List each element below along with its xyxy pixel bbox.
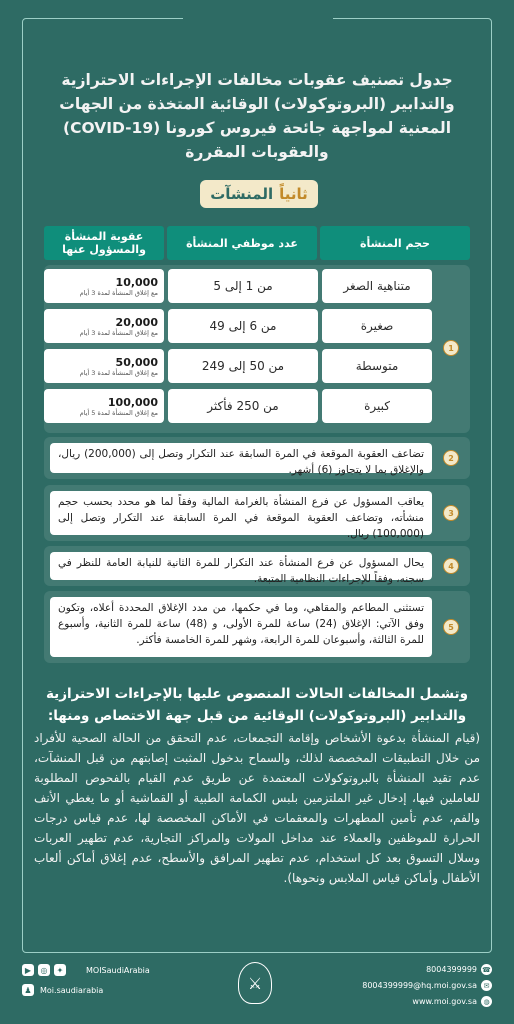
header-employees: عدد موظفي المنشأة	[167, 226, 317, 260]
table-row	[44, 269, 432, 303]
snapchat-icon-wrap	[22, 984, 34, 996]
cell-size: متناهية الصغر	[322, 269, 432, 303]
ministry-emblem-icon: ⚔	[238, 962, 272, 1004]
section-badge	[200, 180, 318, 208]
social-icons	[22, 964, 66, 976]
table-row	[44, 389, 432, 423]
snapchat-icon[interactable]: ♟	[22, 984, 34, 996]
cell-employees: من 250 فأكثر	[168, 389, 318, 423]
cell-size: متوسطة	[322, 349, 432, 383]
website-url[interactable]: www.moi.gov.sa	[412, 997, 477, 1006]
cell-employees: من 6 إلى 49	[168, 309, 318, 343]
fine-note: مع إغلاق المنشأة لمدة 5 أيام	[79, 408, 158, 417]
rule-text: تستثنى المطاعم والمقاهي، وما في حكمها، من مدد الإغلاق المحددة أعلاه، وتكون وفق الآتي: الإغلاق (24) ساعة للمرة الأولى، و (48) ساعة للمرة الثانية، وأسبوع للمرة الثالثة، وأسبوعان للمرة الرابعة، وشهر للمرة الخامسة فأكثر.	[50, 597, 432, 657]
fine-amount: 100,000	[107, 395, 158, 409]
section-label: المنشآت	[210, 185, 274, 203]
violations-body: (قيام المنشأة بدعوة الأشخاص وإقامة التجمعات، عدم التحقق من الحالة الصحية للأفراد من خلال التطبيقات المخصصة لذلك، والسماح بدخول المثبت إصابتهم من قبل المنشآت، عدم تقيد المنشأة بالبروتوكولات المعتمدة عن طريق عدم القيام بالفحوص المطلوبة للعاملين فيها، إدخال غير الملتزمين بلبس الكمامة الطبية أو القماشية أو ما يغطي الأنف والفم، عدم تأمين المطهرات والمعقمات في الأماكن المخصصة لها، عدم قياس درجات الحرارة للموظفين والعملاء عند مداخل المولات والمراكز التجارية، عدم تطهير العربات وسلال التسوق بعد كل استخدام، عدم تطهير المرافق والأسطح، عدم إغلاق أماكن ألعاب الأطفال وأماكن قياس الملابس ونحوها).	[34, 731, 480, 885]
web-line	[412, 996, 492, 1007]
footer	[0, 958, 514, 1024]
rule-box	[44, 546, 470, 586]
page-title: جدول تصنيف عقوبات مخالفات الإجراءات الاحترازية والتدابير (البروتوكولات) الوقائية المتخذة من الجهات المعنية لمواجهة جائحة فيروس كورونا (COVID-19) والعقوبات المقررة	[59, 71, 455, 161]
phone-number[interactable]: 8004399999	[426, 965, 477, 974]
section-prefix: ثانياً	[279, 185, 308, 203]
cell-size: صغيرة	[322, 309, 432, 343]
fine-note: مع إغلاق المنشأة لمدة 3 أيام	[79, 368, 158, 377]
email-line	[362, 980, 492, 991]
rule-number: 4	[443, 558, 459, 574]
fine-note: مع إغلاق المنشأة لمدة 3 أيام	[79, 288, 158, 297]
cell-employees: من 50 إلى 249	[168, 349, 318, 383]
email-icon: ✉	[481, 980, 492, 991]
rule-number: 3	[443, 505, 459, 521]
header-size: حجم المنشأة	[320, 226, 470, 260]
email-address[interactable]: 8004399999@hq.moi.gov.sa	[362, 981, 477, 990]
cell-employees: من 1 إلى 5	[168, 269, 318, 303]
rule-box	[44, 485, 470, 541]
cell-fine	[44, 349, 164, 383]
table-rows	[44, 269, 432, 429]
fine-amount: 20,000	[115, 315, 158, 329]
cell-fine	[44, 309, 164, 343]
rule-text: يعاقب المسؤول عن فرع المنشأة بالغرامة المالية وفقاً لما هو محدد بحسب حجم منشأته، وتضاعف العقوبة الموقعة في المرة السابقة عند التكرار وتصل إلى (100,000) ريال.	[50, 491, 432, 535]
rule-number: 1	[443, 340, 459, 356]
rule-box	[44, 437, 470, 479]
table-row	[44, 349, 432, 383]
snapchat-handle[interactable]: Moi.saudiarabia	[40, 986, 104, 995]
cell-fine	[44, 389, 164, 423]
instagram-icon[interactable]: ◎	[38, 964, 50, 976]
rule-box	[44, 591, 470, 663]
header-fine: عقوبة المنشأة والمسؤول عنها	[44, 226, 164, 260]
youtube-icon[interactable]: ▶	[22, 964, 34, 976]
cell-fine	[44, 269, 164, 303]
phone-line	[426, 964, 492, 975]
rule-number: 2	[443, 450, 459, 466]
table-header	[44, 226, 470, 260]
twitter-handle[interactable]: MOISaudiArabia	[86, 966, 150, 975]
globe-icon: ◍	[481, 996, 492, 1007]
penalty-table	[44, 265, 470, 433]
violations-heading: وتشمل المخالفات الحالات المنصوص عليها بالإجراءات الاحترازية والتدابير (البروتوكولات) الوقائية من قبل جهة الاختصاص ومنها:	[45, 686, 468, 724]
rule-text: تضاعف العقوبة الموقعة في المرة السابقة عند التكرار وتصل إلى (200,000) ريال، والإغلاق بما لا يتجاوز (6) أشهر.	[50, 443, 432, 473]
fine-amount: 10,000	[115, 275, 158, 289]
twitter-icon[interactable]: ✦	[54, 964, 66, 976]
phone-icon: ☎	[482, 965, 491, 974]
fine-note: مع إغلاق المنشأة لمدة 3 أيام	[79, 328, 158, 337]
rule-text: يحال المسؤول عن فرع المنشأة عند التكرار للمرة الثانية للنيابة العامة للنظر في سجنه، وفقاً للإجراءات النظامية المتبعة.	[50, 552, 432, 580]
fine-amount: 50,000	[115, 355, 158, 369]
table-row	[44, 309, 432, 343]
rule-number: 5	[443, 619, 459, 635]
cell-size: كبيرة	[322, 389, 432, 423]
